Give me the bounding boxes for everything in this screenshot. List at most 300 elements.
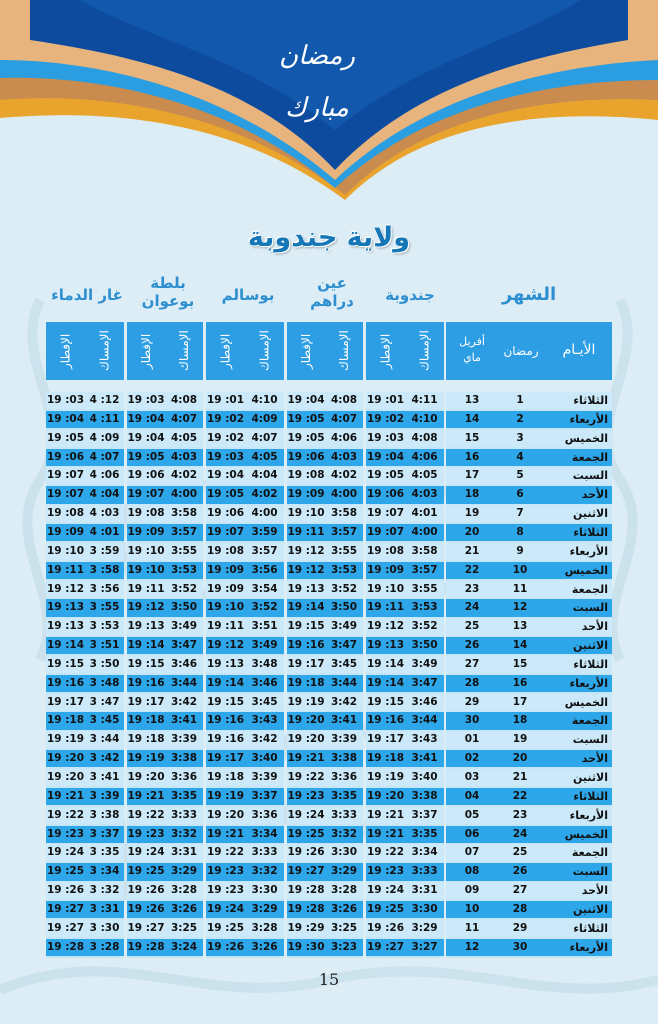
suhoor-time: 3:33 <box>411 865 438 878</box>
iftar-time: 19 :27 <box>46 902 85 915</box>
gregorian-day: 08 <box>464 865 480 878</box>
ramadan-day: 5 <box>516 469 524 482</box>
suhoor-time: 3 :32 <box>89 884 120 897</box>
weekday: الثلاثاء <box>573 525 608 539</box>
suhoor-time: 3:31 <box>170 846 198 859</box>
suhoor-time: 4:02 <box>170 469 198 482</box>
suhoor-time: 4 :11 <box>89 412 120 425</box>
iftar-time: 19 :28 <box>287 884 325 897</box>
iftar-time: 19 :24 <box>206 902 245 915</box>
suhoor-time: 3:49 <box>330 620 358 633</box>
page-title: ولاية جندوبة <box>247 222 411 253</box>
suhoor-time: 3:35 <box>330 789 358 802</box>
gregorian-day: 23 <box>464 582 480 595</box>
iftar-time: 19 :05 <box>46 431 85 444</box>
iftar-time: 19 :22 <box>366 846 405 859</box>
gregorian-day: 27 <box>464 657 480 670</box>
weekday: الخميس <box>564 695 608 709</box>
gregorian-day: 02 <box>464 752 480 765</box>
ramadan-day: 24 <box>512 827 528 840</box>
iftar-time: 19 :12 <box>206 639 245 652</box>
location-label: جندوبة <box>385 286 435 304</box>
iftar-header: الإفطار <box>299 333 313 369</box>
suhoor-time: 3:38 <box>170 752 198 765</box>
iftar-time: 19 :09 <box>46 525 85 538</box>
suhoor-time: 3:27 <box>411 940 438 953</box>
gregorian-day: 12 <box>464 940 480 953</box>
iftar-time: 19 :16 <box>206 714 245 727</box>
gregorian-day: 01 <box>464 733 480 746</box>
suhoor-time: 3:47 <box>411 676 438 689</box>
suhoor-time: 3 :55 <box>89 601 120 614</box>
suhoor-time: 3:58 <box>411 544 438 557</box>
iftar-time: 19 :20 <box>366 789 405 802</box>
iftar-time: 19 :06 <box>127 469 165 482</box>
weekday: الثلاثاء <box>573 921 608 935</box>
iftar-time: 19 :18 <box>46 714 85 727</box>
weekday: السبت <box>572 469 608 483</box>
weekday: الأربعاء <box>569 544 608 558</box>
iftar-time: 19 :13 <box>206 657 245 670</box>
gregorian-day: 05 <box>464 808 480 821</box>
suhoor-time: 3:46 <box>411 695 438 708</box>
iftar-time: 19 :19 <box>206 789 245 802</box>
weekday: الثلاثاء <box>573 789 608 803</box>
iftar-time: 19 :18 <box>127 714 165 727</box>
ramadan-day: 2 <box>516 412 524 425</box>
suhoor-time: 3:44 <box>330 676 358 689</box>
suhoor-time: 3:45 <box>330 657 358 670</box>
suhoor-time: 3:45 <box>251 695 278 708</box>
suhoor-time: 3:40 <box>251 752 278 765</box>
iftar-time: 19 :14 <box>206 676 245 689</box>
iftar-time: 19 :08 <box>366 544 405 557</box>
iftar-time: 19 :13 <box>46 620 85 633</box>
suhoor-time: 3:39 <box>330 733 358 746</box>
iftar-header: الإفطار <box>378 333 393 369</box>
iftar-time: 19 :05 <box>127 450 165 463</box>
iftar-time: 19 :15 <box>46 657 85 670</box>
ramadan-day: 6 <box>516 488 524 501</box>
iftar-time: 19 :14 <box>287 601 325 614</box>
gregorian-day: 22 <box>464 563 480 576</box>
ramadan-day: 16 <box>512 676 528 689</box>
ramadan-day: 3 <box>516 431 524 444</box>
weekday: الاثنين <box>573 771 608 784</box>
iftar-time: 19 :14 <box>366 657 405 670</box>
iftar-time: 19 :17 <box>366 733 405 746</box>
iftar-time: 19 :24 <box>46 846 85 859</box>
suhoor-time: 4:05 <box>411 469 438 482</box>
suhoor-time: 3:54 <box>251 582 278 595</box>
iftar-time: 19 :07 <box>366 525 405 538</box>
suhoor-time: 3 :42 <box>89 752 120 765</box>
weekday: الجمعة <box>571 450 608 464</box>
iftar-time: 19 :22 <box>287 771 325 783</box>
suhoor-time: 3:52 <box>411 620 438 633</box>
weekday: الخميس <box>564 431 608 445</box>
iftar-time: 19 :21 <box>127 789 165 802</box>
iftar-time: 19 :09 <box>206 563 245 576</box>
suhoor-time: 3:29 <box>411 921 438 934</box>
suhoor-time: 4:05 <box>170 431 198 444</box>
suhoor-time: 3:53 <box>330 563 358 576</box>
gregorian-day: 04 <box>464 789 480 802</box>
iftar-time: 19 :08 <box>127 507 165 520</box>
weekday: الأربعاء <box>569 940 608 954</box>
iftar-time: 19 :25 <box>46 865 85 878</box>
ramadan-day: 8 <box>516 525 524 538</box>
iftar-time: 19 :17 <box>127 695 165 708</box>
gregorian-day: 19 <box>464 507 480 520</box>
iftar-time: 19 :03 <box>206 450 245 463</box>
gregorian-day: 21 <box>464 544 480 557</box>
iftar-time: 19 :20 <box>127 771 165 783</box>
ramadan-day: 17 <box>512 695 528 708</box>
suhoor-time: 3:36 <box>251 808 278 821</box>
suhoor-time: 4 :12 <box>89 394 120 406</box>
suhoor-time: 3:42 <box>251 733 278 746</box>
suhoor-time: 3:41 <box>170 714 198 727</box>
suhoor-time: 3 :51 <box>89 639 120 652</box>
ramadan-day: 25 <box>512 846 528 859</box>
iftar-time: 19 :18 <box>127 733 165 746</box>
suhoor-time: 4:09 <box>251 412 278 425</box>
suhoor-time: 3:48 <box>251 657 278 670</box>
iftar-time: 19 :01 <box>366 394 405 406</box>
suhoor-time: 3:42 <box>330 695 358 708</box>
iftar-time: 19 :19 <box>127 752 165 765</box>
iftar-time: 19 :08 <box>46 507 85 520</box>
gregorian-day: 18 <box>464 488 480 501</box>
suhoor-time: 3:25 <box>170 921 198 934</box>
iftar-time: 19 :02 <box>206 431 245 444</box>
weekday: الأربعاء <box>569 808 608 822</box>
suhoor-time: 3:41 <box>411 752 438 765</box>
suhoor-time: 4:02 <box>251 488 278 501</box>
suhoor-time: 3:32 <box>251 865 278 878</box>
suhoor-time: 3:57 <box>170 525 198 538</box>
iftar-time: 19 :07 <box>127 488 165 501</box>
weekday: الأحد <box>581 620 608 634</box>
suhoor-time: 3 :47 <box>89 695 120 708</box>
suhoor-time: 3 :48 <box>89 676 120 689</box>
gregorian-day: 16 <box>464 450 480 463</box>
suhoor-time: 3:28 <box>170 884 198 897</box>
suhoor-time: 4 :01 <box>89 525 120 538</box>
iftar-time: 19 :29 <box>287 921 325 934</box>
gregorian-day: 17 <box>464 469 480 482</box>
suhoor-time: 3:55 <box>330 544 358 557</box>
iftar-time: 19 :17 <box>46 695 85 708</box>
iftar-time: 19 :04 <box>206 469 245 482</box>
ramadan-day: 15 <box>512 657 528 670</box>
ramadan-day: 26 <box>512 865 528 878</box>
weekday: الخميس <box>564 827 608 841</box>
month-col-ramadan: رمضان <box>503 344 539 358</box>
iftar-time: 19 :19 <box>46 733 85 746</box>
suhoor-time: 3:33 <box>330 808 358 821</box>
iftar-time: 19 :11 <box>206 620 245 633</box>
suhoor-time: 3:36 <box>170 771 198 783</box>
gregorian-day: 24 <box>464 601 480 614</box>
iftar-time: 19 :27 <box>366 940 405 953</box>
iftar-time: 19 :05 <box>366 469 405 482</box>
suhoor-time: 3 :38 <box>89 808 120 821</box>
suhoor-time: 4 :07 <box>89 450 120 463</box>
iftar-time: 19 :23 <box>127 827 165 840</box>
suhoor-time: 3:40 <box>411 771 438 783</box>
suhoor-time: 3:42 <box>170 695 198 708</box>
month-label: الشهر <box>501 284 557 305</box>
ramadan-day: 19 <box>512 733 528 746</box>
suhoor-time: 3:35 <box>170 789 198 802</box>
suhoor-time: 3:24 <box>170 940 198 953</box>
weekday: السبت <box>572 865 608 879</box>
iftar-time: 19 :11 <box>127 582 165 595</box>
iftar-time: 19 :26 <box>127 884 165 897</box>
iftar-time: 19 :10 <box>46 544 85 557</box>
suhoor-time: 3:36 <box>330 771 358 783</box>
iftar-time: 19 :04 <box>46 412 85 425</box>
suhoor-time: 3:55 <box>411 582 438 595</box>
iftar-time: 19 :20 <box>46 771 85 783</box>
gregorian-day: 25 <box>464 620 480 633</box>
iftar-time: 19 :07 <box>366 507 405 520</box>
weekday: الأحد <box>581 884 608 898</box>
suhoor-time: 4:03 <box>170 450 198 463</box>
suhoor-time: 4:07 <box>251 431 278 444</box>
iftar-time: 19 :10 <box>206 601 245 614</box>
iftar-time: 19 :11 <box>46 563 85 576</box>
ramadan-day: 12 <box>512 601 528 614</box>
iftar-time: 19 :23 <box>287 789 325 802</box>
suhoor-time: 3:35 <box>411 827 438 840</box>
iftar-time: 19 :15 <box>127 657 165 670</box>
suhoor-time: 4:10 <box>251 394 278 406</box>
weekday: الاثنين <box>573 639 608 653</box>
iftar-time: 19 :20 <box>206 808 245 821</box>
iftar-time: 19 :12 <box>127 601 165 614</box>
suhoor-time: 4:11 <box>411 394 438 406</box>
iftar-time: 19 :23 <box>206 884 245 897</box>
suhoor-time: 4:06 <box>330 431 358 444</box>
iftar-time: 19 :07 <box>46 469 85 482</box>
iftar-time: 19 :10 <box>366 582 405 595</box>
suhoor-time: 3:53 <box>170 563 198 576</box>
iftar-time: 19 :23 <box>46 827 85 840</box>
iftar-time: 19 :08 <box>206 544 245 557</box>
suhoor-time: 4 :04 <box>89 488 120 501</box>
suhoor-time: 4:10 <box>411 412 438 425</box>
iftar-time: 19 :10 <box>287 507 325 520</box>
iftar-time: 19 :06 <box>366 488 405 501</box>
suhoor-time: 4:02 <box>330 469 358 482</box>
suhoor-time: 3:32 <box>170 827 198 840</box>
suhoor-time: 4:06 <box>411 450 438 463</box>
weekday: الأربعاء <box>569 676 608 690</box>
iftar-time: 19 :14 <box>366 676 405 689</box>
suhoor-time: 3:50 <box>170 601 198 614</box>
suhoor-time: 3:25 <box>330 921 358 934</box>
iftar-time: 19 :18 <box>366 752 405 765</box>
iftar-time: 19 :06 <box>287 450 325 463</box>
weekday: الاثنين <box>573 507 608 521</box>
ramadan-day: 14 <box>512 639 528 652</box>
suhoor-time: 3:50 <box>411 639 438 652</box>
suhoor-time: 3:26 <box>330 902 358 915</box>
weekday: الخميس <box>564 563 608 577</box>
ramadan-day: 29 <box>512 921 528 934</box>
suhoor-time: 3:55 <box>170 544 198 557</box>
suhoor-time: 4:03 <box>330 450 358 463</box>
iftar-time: 19 :12 <box>366 620 405 633</box>
iftar-time: 19 :20 <box>287 733 325 746</box>
iftar-time: 19 :17 <box>287 657 325 670</box>
suhoor-time: 3:59 <box>251 525 278 538</box>
ramadan-day: 18 <box>512 714 528 727</box>
weekday: الأربعاء <box>569 412 608 426</box>
suhoor-time: 3:58 <box>170 507 198 520</box>
suhoor-time: 3:44 <box>411 714 438 727</box>
gregorian-day: 29 <box>464 695 480 708</box>
suhoor-time: 4 :03 <box>89 507 120 520</box>
suhoor-time: 4:00 <box>411 525 438 538</box>
suhoor-time: 3:43 <box>411 733 438 746</box>
iftar-time: 19 :17 <box>206 752 245 765</box>
suhoor-time: 4 :09 <box>89 431 120 444</box>
iftar-time: 19 :03 <box>366 431 405 444</box>
iftar-time: 19 :25 <box>366 902 405 915</box>
suhoor-time: 3:30 <box>330 846 358 859</box>
suhoor-time: 3:57 <box>251 544 278 557</box>
weekday: الثلاثاء <box>573 657 608 671</box>
iftar-time: 19 :09 <box>366 563 405 576</box>
iftar-time: 19 :05 <box>206 488 245 501</box>
iftar-time: 19 :21 <box>287 752 325 765</box>
gregorian-day: 30 <box>464 714 480 727</box>
suhoor-time: 3:57 <box>411 563 438 576</box>
iftar-time: 19 :12 <box>287 563 325 576</box>
suhoor-time: 3 :28 <box>89 940 120 953</box>
ramadan-day: 30 <box>512 940 528 953</box>
iftar-time: 19 :03 <box>46 394 85 406</box>
ramadan-day: 4 <box>516 450 524 463</box>
location-label: غار الدماء <box>51 286 123 304</box>
iftar-time: 19 :16 <box>46 676 85 689</box>
iftar-time: 19 :15 <box>206 695 245 708</box>
suhoor-time: 3:33 <box>170 808 198 821</box>
gregorian-day: 03 <box>464 771 480 783</box>
iftar-time: 19 :16 <box>206 733 245 746</box>
iftar-time: 19 :04 <box>366 450 405 463</box>
iftar-time: 19 :18 <box>287 676 325 689</box>
suhoor-time: 3 :34 <box>89 865 120 878</box>
suhoor-header: الإمساك <box>417 330 432 372</box>
suhoor-time: 3:31 <box>411 884 438 897</box>
suhoor-time: 3:33 <box>251 846 278 859</box>
weekday: الجمعة <box>571 846 608 860</box>
suhoor-time: 3:49 <box>251 639 278 652</box>
iftar-time: 19 :23 <box>366 865 405 878</box>
iftar-time: 19 :28 <box>46 940 85 953</box>
weekday: السبت <box>572 733 608 747</box>
gregorian-day: 28 <box>464 676 480 689</box>
suhoor-time: 3:50 <box>330 601 358 614</box>
suhoor-time: 3 :41 <box>89 771 120 783</box>
suhoor-time: 3:51 <box>251 620 278 633</box>
iftar-header: الإفطار <box>218 333 233 369</box>
weekday: الجمعة <box>571 714 608 728</box>
ramadan-day: 1 <box>516 394 524 406</box>
gregorian-day: 10 <box>464 902 480 915</box>
suhoor-time: 3:28 <box>251 921 278 934</box>
ramadan-day: 22 <box>512 789 528 802</box>
ramadan-day: 13 <box>512 620 528 633</box>
suhoor-time: 4:03 <box>411 488 438 501</box>
iftar-time: 19 :04 <box>287 394 325 406</box>
suhoor-time: 3 :30 <box>89 921 120 934</box>
iftar-time: 19 :22 <box>127 808 165 821</box>
suhoor-time: 4:07 <box>330 412 358 425</box>
suhoor-time: 3 :35 <box>89 846 120 859</box>
suhoor-time: 3 :56 <box>89 582 120 595</box>
iftar-time: 19 :13 <box>46 601 85 614</box>
iftar-time: 19 :01 <box>206 394 245 406</box>
iftar-time: 19 :21 <box>46 789 85 802</box>
iftar-time: 19 :27 <box>287 865 325 878</box>
iftar-time: 19 :12 <box>46 582 85 595</box>
suhoor-time: 3:52 <box>330 582 358 595</box>
suhoor-time: 3 :45 <box>89 714 120 727</box>
suhoor-time: 3:29 <box>251 902 278 915</box>
suhoor-time: 3:26 <box>170 902 198 915</box>
page-number: 15 <box>318 970 340 989</box>
suhoor-header: الإمساك <box>257 330 272 372</box>
weekday: الاثنين <box>573 902 608 916</box>
iftar-time: 19 :23 <box>206 865 245 878</box>
suhoor-time: 3:32 <box>330 827 358 840</box>
ramadan-day: 27 <box>512 884 528 897</box>
iftar-time: 19 :06 <box>206 507 245 520</box>
location-label: بلطة بوعوان <box>141 274 195 310</box>
suhoor-time: 4:04 <box>251 469 278 482</box>
suhoor-time: 4:07 <box>170 412 198 425</box>
weekday: الجمعة <box>571 582 608 596</box>
suhoor-time: 4:00 <box>251 507 278 520</box>
gregorian-day: 11 <box>464 921 480 934</box>
suhoor-time: 3:52 <box>251 601 278 614</box>
ramadan-day: 10 <box>512 563 528 576</box>
weekday: الثلاثاء <box>573 394 608 407</box>
iftar-time: 19 :20 <box>287 714 325 727</box>
suhoor-time: 4:08 <box>330 394 358 406</box>
suhoor-time: 3:37 <box>411 808 438 821</box>
suhoor-time: 3:38 <box>330 752 358 765</box>
iftar-time: 19 :26 <box>366 921 405 934</box>
iftar-time: 19 :22 <box>46 808 85 821</box>
gregorian-day: 14 <box>464 412 480 425</box>
iftar-time: 19 :05 <box>287 431 325 444</box>
iftar-time: 19 :24 <box>127 846 165 859</box>
suhoor-time: 3:46 <box>251 676 278 689</box>
suhoor-time: 3:57 <box>330 525 358 538</box>
month-col-greg: أفريل ماي <box>459 335 485 364</box>
gregorian-day: 06 <box>464 827 480 840</box>
iftar-time: 19 :16 <box>287 639 325 652</box>
ramadan-day: 7 <box>516 507 524 520</box>
suhoor-time: 3 :59 <box>89 544 120 557</box>
